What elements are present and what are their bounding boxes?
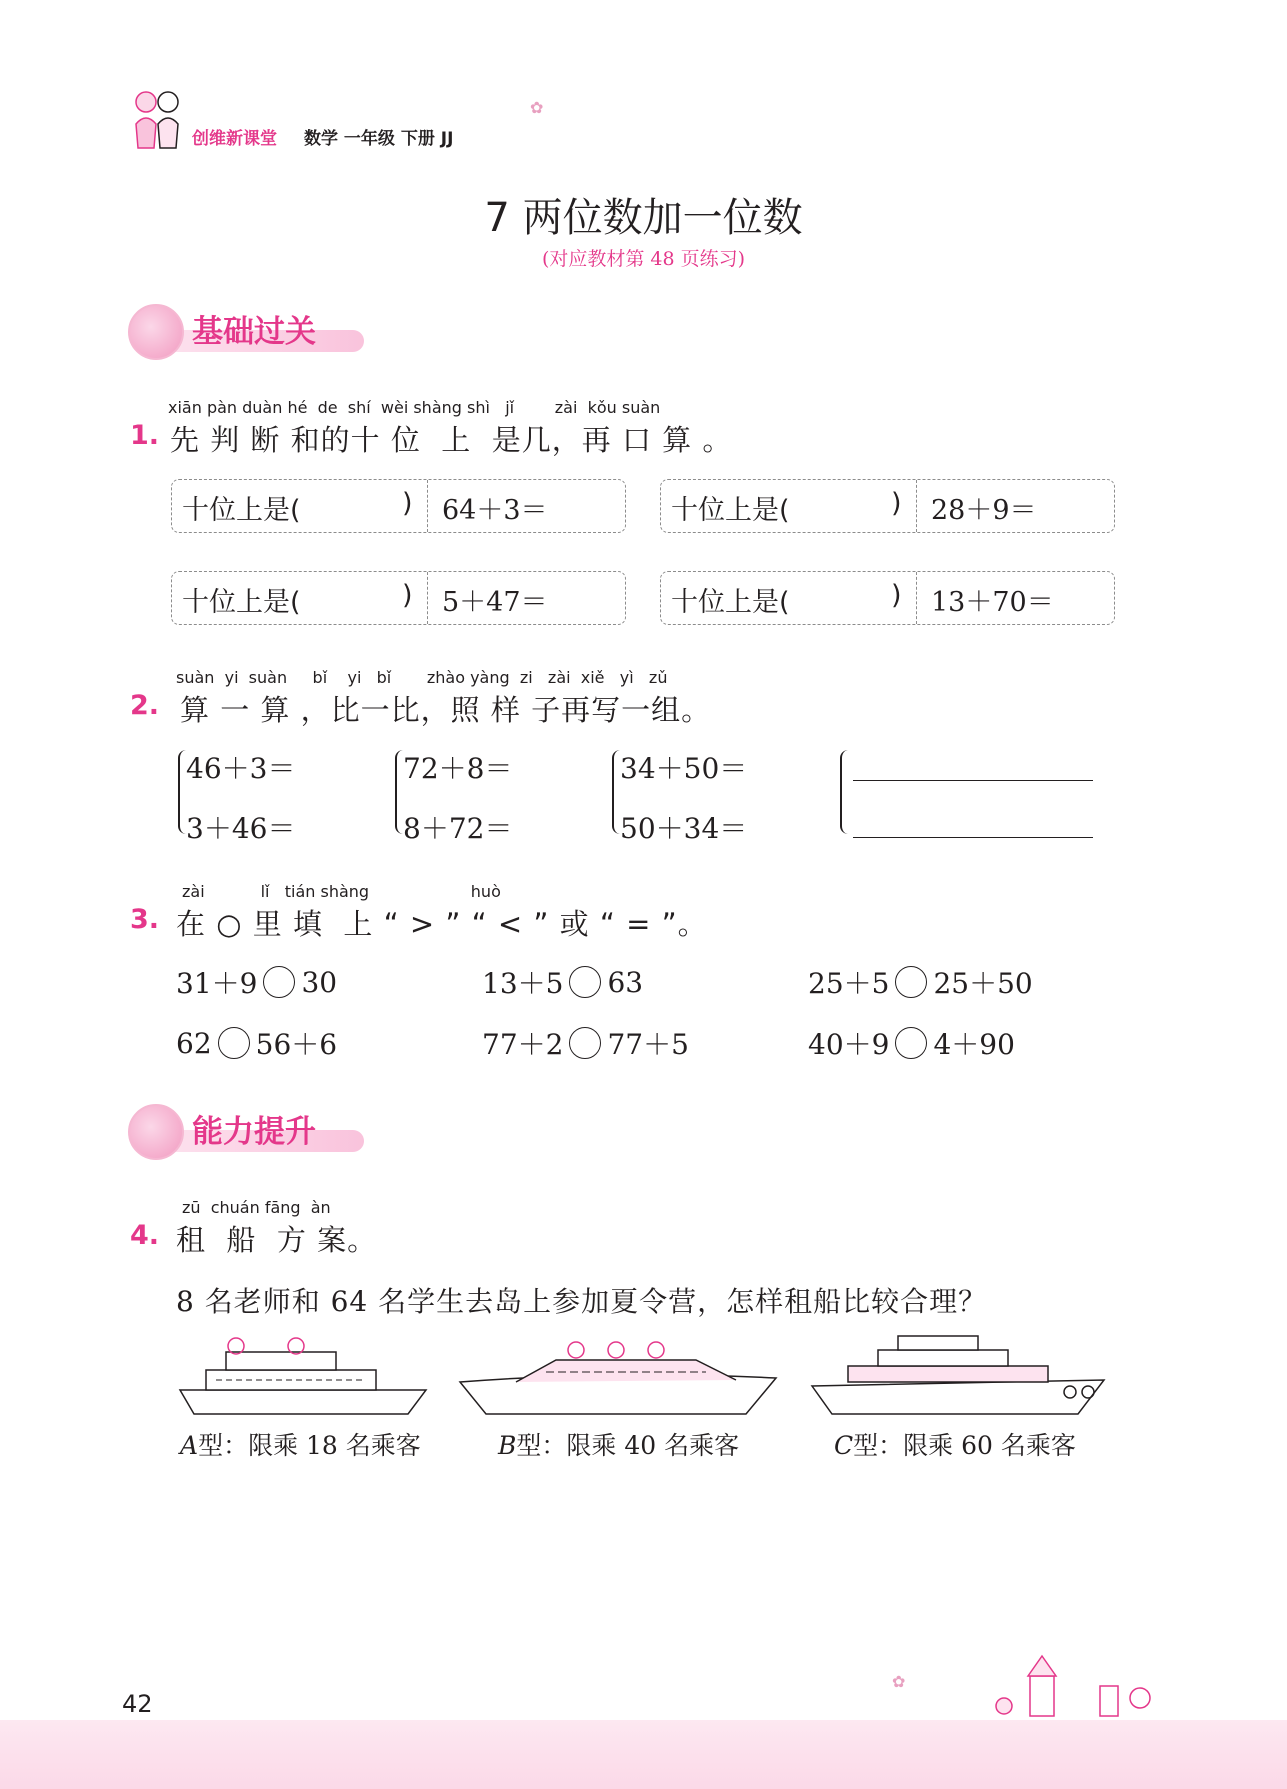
box-divider <box>427 480 428 532</box>
compare-left: 62 <box>176 1026 212 1060</box>
book-info: 数学 一年级 下册 JJ <box>304 129 454 149</box>
box-close-paren: ) <box>402 488 413 519</box>
boat-type: C <box>834 1431 854 1460</box>
answer-circle[interactable] <box>218 1027 250 1059</box>
compare-left: 13＋5 <box>482 967 564 1000</box>
compare-item <box>808 962 1033 1002</box>
q4-number: 4. <box>130 1220 160 1251</box>
box-close-paren: ) <box>891 580 902 611</box>
lesson-title: 7 两位数加一位数 <box>484 195 803 241</box>
compare-left: 40＋9 <box>808 1028 890 1061</box>
castle-illustration <box>990 1650 1170 1720</box>
boat-a-illustration <box>176 1330 436 1420</box>
monkey-icon <box>128 1104 184 1160</box>
boat-a-caption <box>180 1426 421 1462</box>
group-bottom-expression: 50＋34＝ <box>620 812 748 845</box>
boat-b-caption <box>498 1426 739 1462</box>
boat-type: A <box>180 1431 199 1460</box>
compare-right: 56＋6 <box>255 1028 338 1061</box>
box-expression: 5＋47＝ <box>442 587 548 618</box>
q4-problem: 8 名老师和 64 名学生去岛上参加夏令营，怎样租船比较合理？ <box>176 1285 988 1318</box>
boat-c-caption <box>834 1426 1076 1462</box>
compare-right: 30 <box>301 965 338 999</box>
answer-circle[interactable] <box>263 966 295 998</box>
box-divider <box>427 572 428 624</box>
boat-capacity: 型：限乘 40 名乘客 <box>516 1431 740 1460</box>
answer-circle[interactable] <box>569 1027 601 1059</box>
q3-text: 在 ○ 里 填 上 “ > ” “ < ” 或 “ = ”。 <box>176 907 708 941</box>
box-expression: 28＋9＝ <box>931 495 1037 526</box>
compare-item <box>176 962 337 1002</box>
answer-circle[interactable] <box>569 966 601 998</box>
compare-right: 77＋5 <box>607 1028 689 1061</box>
compare-item <box>482 962 643 1002</box>
flower-icon: ✿ <box>892 1672 906 1691</box>
answer-line <box>853 837 1093 838</box>
group-bottom-expression: 8＋72＝ <box>403 812 513 845</box>
compare-item <box>808 1023 1015 1063</box>
answer-circle[interactable] <box>895 966 927 998</box>
section-title: 能力提升 <box>192 1114 316 1150</box>
brand-name: 创维新课堂 <box>192 129 277 149</box>
group-top-expression: 46＋3＝ <box>186 752 296 785</box>
compare-right: 63 <box>607 965 644 999</box>
section-title: 基础过关 <box>192 314 316 350</box>
monkey-icon <box>128 304 184 360</box>
box-label: 十位上是( <box>182 495 301 526</box>
compare-item <box>176 1023 337 1063</box>
box-expression: 64＋3＝ <box>442 495 548 526</box>
page-number: 42 <box>122 1690 153 1718</box>
q1-pinyin: xiān pàn duàn hé de shí wèi shàng shì jǐ zài kǒu suàn <box>168 398 661 417</box>
q1-box <box>171 479 626 533</box>
boat-type: B <box>498 1431 517 1460</box>
brace <box>840 750 852 834</box>
lesson-subtitle: (对应教材第 48 页练习) <box>541 248 746 270</box>
box-label: 十位上是( <box>671 495 790 526</box>
group-top-expression: 72＋8＝ <box>403 752 513 785</box>
box-close-paren: ) <box>891 488 902 519</box>
boat-capacity: 型：限乘 60 名乘客 <box>853 1431 1076 1460</box>
box-close-paren: ) <box>402 580 413 611</box>
q1-box <box>171 571 626 625</box>
box-divider <box>916 572 917 624</box>
boat-c-illustration <box>808 1330 1108 1420</box>
section-advanced <box>128 1102 368 1160</box>
kids-illustration <box>128 86 186 156</box>
group-bottom-expression: 3＋46＝ <box>186 812 296 845</box>
q2-number: 2. <box>130 690 160 721</box>
box-expression: 13＋70＝ <box>931 587 1054 618</box>
box-divider <box>916 480 917 532</box>
footer-band <box>0 1720 1287 1789</box>
section-basic <box>128 302 368 360</box>
q2-text: 算 一 算 ，比一比，照 样 子再写一组。 <box>180 693 712 727</box>
box-label: 十位上是( <box>671 587 790 618</box>
answer-line <box>853 780 1093 781</box>
q1-box <box>660 479 1115 533</box>
boat-capacity: 型：限乘 18 名乘客 <box>198 1431 421 1460</box>
compare-left: 31＋9 <box>176 967 258 1000</box>
compare-item <box>482 1023 689 1063</box>
box-label: 十位上是( <box>182 587 301 618</box>
compare-left: 77＋2 <box>482 1028 564 1061</box>
q2-pinyin: suàn yi suàn bǐ yi bǐ zhào yàng zi zài xiě yì zǔ <box>176 668 668 687</box>
q1-box <box>660 571 1115 625</box>
q4-pinyin: zū chuán fāng àn <box>182 1198 331 1217</box>
compare-right: 4＋90 <box>933 1028 1015 1061</box>
flower-icon: ✿ <box>530 98 544 117</box>
q1-text: 先 判 断 和的十 位 上 是几，再 口 算 。 <box>170 423 733 457</box>
compare-left: 25＋5 <box>808 967 890 1000</box>
q1-number: 1. <box>130 420 160 451</box>
compare-right: 25＋50 <box>933 967 1033 1000</box>
answer-circle[interactable] <box>895 1027 927 1059</box>
q3-number: 3. <box>130 904 160 935</box>
q4-text: 租 船 方 案。 <box>176 1223 378 1257</box>
group-top-expression: 34＋50＝ <box>620 752 748 785</box>
q3-pinyin: zài lǐ tián shàng huò <box>182 882 501 901</box>
boat-b-illustration <box>456 1330 786 1420</box>
